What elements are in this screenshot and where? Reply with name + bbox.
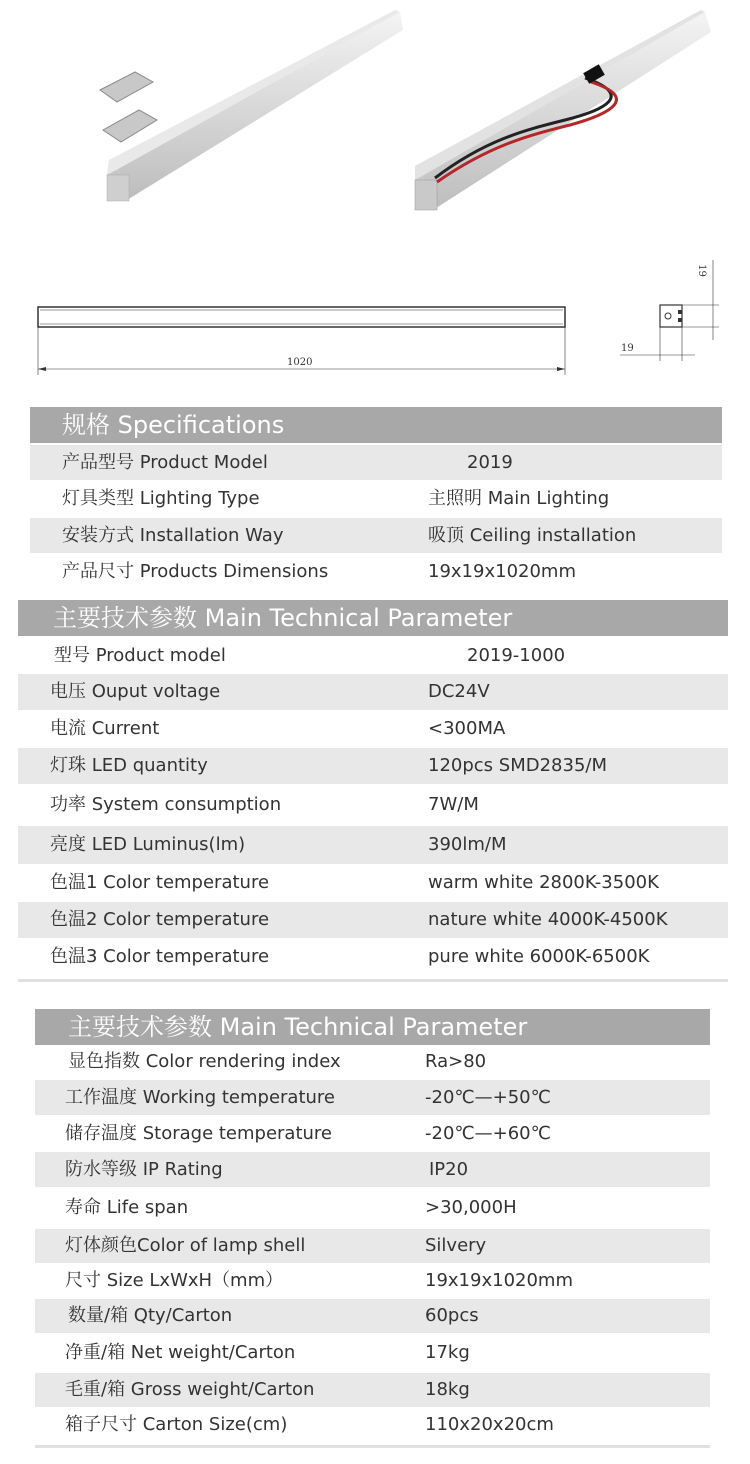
table-row [35,1408,710,1442]
row-label: 色温3 Color temperature [50,946,270,967]
row-value: >30,000H [425,1197,517,1218]
profile-cable-illustration [405,10,715,225]
table-row [35,1264,710,1298]
row-label: 数量/箱 Qty/Carton [68,1305,233,1326]
table-row [18,785,728,825]
specifications-title: 规格 Specifications [30,407,722,443]
cross-section-drawing [615,255,725,365]
row-value: 7W/M [428,794,479,815]
row-value: nature white 4000K-4500K [428,909,668,930]
main-params-title-2: 主要技术参数 Main Technical Parameter [35,1009,710,1045]
table-row [30,445,722,480]
row-label: 毛重/箱 Gross weight/Carton [65,1379,315,1400]
row-label: 产品尺寸 Products Dimensions [62,561,329,582]
main-params-title-1: 主要技术参数 Main Technical Parameter [18,600,728,636]
row-label: 显色指数 Color rendering index [68,1051,341,1072]
row-value: 2019 [467,452,513,473]
section-divider [18,979,728,982]
row-value: IP20 [429,1159,469,1180]
table-row [18,826,728,864]
row-label: 灯体颜色Color of lamp shell [65,1235,306,1256]
length-label: 1020 [287,357,313,368]
table-row [35,1373,710,1407]
table-row [30,554,722,590]
row-label: 安装方式 Installation Way [62,525,284,546]
table-row [35,1229,710,1263]
row-label: 工作温度 Working temperature [65,1087,335,1108]
row-label: 电压 Ouput voltage [50,681,221,702]
row-label: 功率 System consumption [50,794,282,815]
row-value: 120pcs SMD2835/M [428,755,607,776]
row-value: <300MA [428,718,506,739]
row-label: 防水等级 IP Rating [65,1159,223,1180]
row-value: 17kg [425,1342,470,1363]
section-divider [35,1445,710,1448]
row-value: 18kg [425,1379,470,1400]
row-label: 储存温度 Storage temperature [65,1123,333,1144]
row-label: 寿命 Life span [65,1197,189,1218]
table-row [18,939,728,975]
row-label: 色温2 Color temperature [50,909,270,930]
row-label: 色温1 Color temperature [50,872,270,893]
row-value: 吸顶 Ceiling installation [428,525,637,546]
length-dimension-drawing [30,295,575,380]
table-row [18,748,728,784]
row-label: 尺寸 Size LxWxH（mm） [65,1270,284,1291]
table-row [35,1188,710,1228]
row-label: 箱子尺寸 Carton Size(cm) [65,1414,288,1435]
height-label: 19 [695,264,707,277]
row-value: 19x19x1020mm [425,1270,573,1291]
width-label: 19 [621,343,634,354]
row-value: 60pcs [425,1305,479,1326]
row-value: -20℃—+50℃ [425,1087,551,1108]
row-value: pure white 6000K-6500K [428,946,650,967]
main-params-section-1 [18,600,728,985]
row-value: Silvery [425,1235,487,1256]
row-label: 型号 Product model [54,645,226,666]
table-row [18,902,728,938]
row-value: Ra>80 [425,1051,487,1072]
row-value: warm white 2800K-3500K [428,872,659,893]
main-params-section-2 [35,1009,710,1454]
row-value: DC24V [428,681,490,702]
aluminum-profile-illustration [95,10,405,210]
row-value: 2019-1000 [467,645,566,666]
table-row [18,638,728,673]
row-value: 19x19x1020mm [428,561,576,582]
table-row [18,674,728,710]
row-value: 390lm/M [428,834,507,855]
specifications-section [30,407,722,592]
product-photo-profile-with-clips [95,10,405,210]
table-row [18,865,728,901]
row-value: 主照明 Main Lighting [428,488,610,509]
table-row [30,518,722,553]
row-label: 灯具类型 Lighting Type [62,488,260,509]
product-photo-profile-with-cable [405,10,715,225]
table-row [30,481,722,517]
row-label: 灯珠 LED quantity [50,755,208,776]
row-value: 110x20x20cm [425,1414,554,1435]
row-label: 产品型号 Product Model [62,452,268,473]
table-row [35,1334,710,1372]
table-row [35,1299,710,1333]
row-value: -20℃—+60℃ [425,1123,551,1144]
row-label: 电流 Current [50,718,160,739]
table-row [18,711,728,747]
table-row [35,1045,710,1079]
table-row [35,1080,710,1115]
row-label: 亮度 LED Luminus(lm) [50,834,246,855]
row-label: 净重/箱 Net weight/Carton [65,1342,296,1363]
table-row [35,1152,710,1187]
table-row [35,1116,710,1151]
